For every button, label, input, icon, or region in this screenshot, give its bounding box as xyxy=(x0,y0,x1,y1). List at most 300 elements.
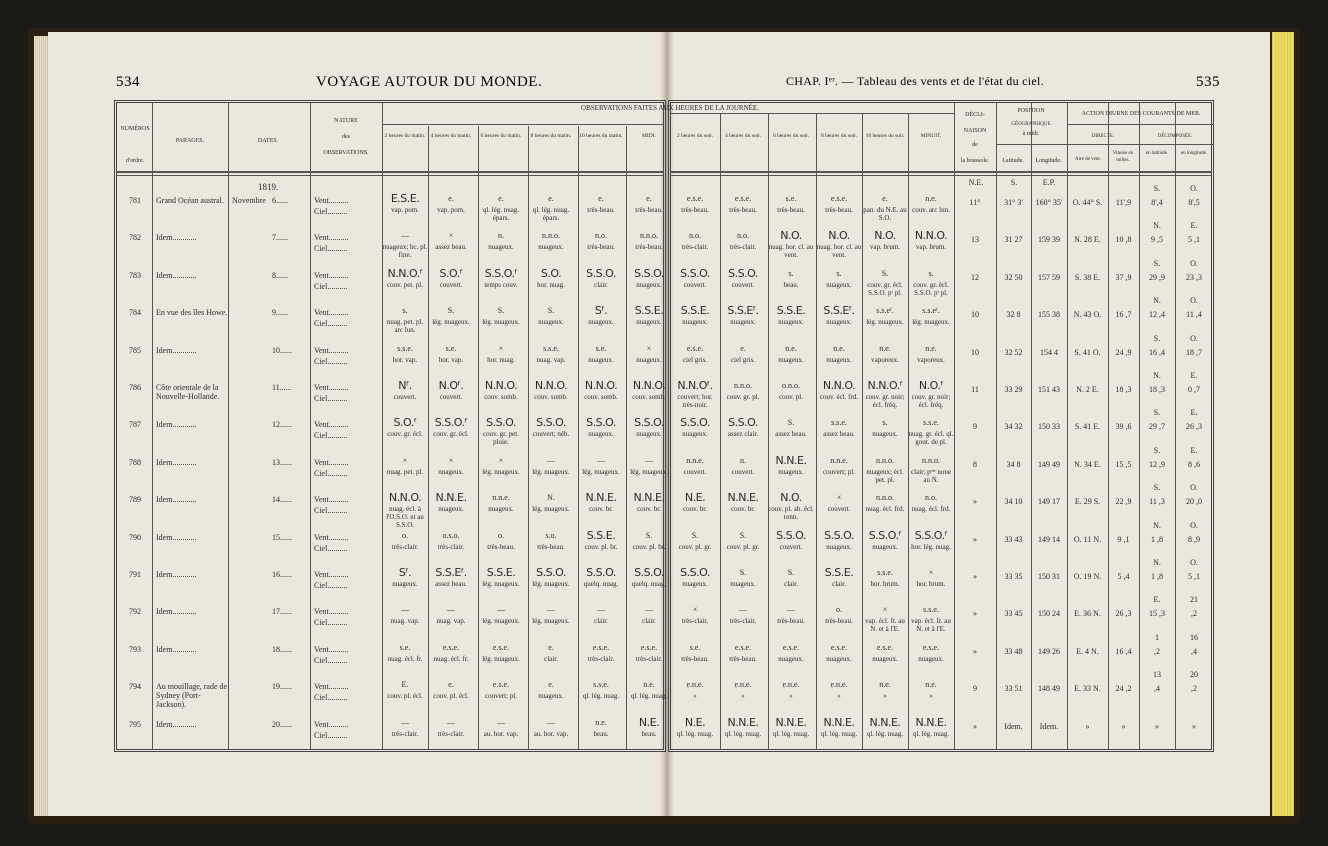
wind-cell: S. xyxy=(691,530,699,540)
sky-cell: vap. écl. fr. au N. et à l'E. xyxy=(911,617,951,634)
decomp-lon-direction: 20 xyxy=(1190,670,1198,680)
decomp-lon-value: 11 ,4 xyxy=(1186,310,1202,320)
decomp-lon-direction: O. xyxy=(1190,296,1198,306)
sky-cell: lég. nuageux. xyxy=(866,318,904,327)
sky-cell: nuageux. xyxy=(392,580,418,588)
sky-cell: nuageux. xyxy=(438,505,464,514)
sky-cell: très-beau. xyxy=(487,542,515,551)
sky-cell: nuageux. xyxy=(826,280,852,289)
latitude-cell: 33 45 xyxy=(1004,609,1023,619)
sky-cell: nuag. écl. fr. xyxy=(387,654,423,663)
row-parages: Idem............ xyxy=(156,495,197,505)
sky-cell: nuageux. xyxy=(538,318,564,327)
wind-cell: e. xyxy=(548,680,554,690)
grid-hline xyxy=(382,124,664,125)
sky-cell: nuag. pet. pl. xyxy=(386,467,424,476)
sky-cell: clair. xyxy=(642,617,656,626)
latitude-cell: 32 50 xyxy=(1004,272,1023,282)
sky-cell: lég. nuageux. xyxy=(532,467,570,476)
wind-cell: s.e. xyxy=(445,343,457,353)
sky-cell: » xyxy=(929,692,933,701)
sky-cell: nuag. vap. xyxy=(436,617,466,626)
decomp-lat-value: 11 ,3 xyxy=(1149,497,1165,507)
col-head-observations: OBSERVATIONS. xyxy=(323,150,369,156)
grid-hline xyxy=(1067,144,1213,145)
sky-cell: couvert. xyxy=(827,505,851,514)
sky-cell: » xyxy=(693,692,697,701)
wind-cell: × xyxy=(498,343,504,353)
aire-de-vent-cell: E. 4 N. xyxy=(1076,646,1099,656)
decomp-lon-value: » xyxy=(1192,721,1196,731)
decomp-lat-value: 9 ,5 xyxy=(1151,235,1163,245)
wind-cell: S.S.E. xyxy=(824,566,854,579)
row-label-ciel: Ciel.......... xyxy=(314,468,348,478)
wind-cell: S.S.E. xyxy=(776,304,806,318)
sky-cell: hor. lég. nuag. xyxy=(911,542,951,551)
wind-cell: n. xyxy=(498,231,504,241)
longitude-cell: Idem. xyxy=(1039,721,1059,731)
wind-cell: s. xyxy=(788,268,794,278)
declinaison-cell: 11 xyxy=(971,385,979,394)
wind-cell: e.s.e. xyxy=(876,642,894,652)
decomp-lat-direction: S. xyxy=(1153,445,1161,455)
row-label-ciel: Ciel.......... xyxy=(314,581,348,590)
declinaison-cell: » xyxy=(973,497,977,507)
vitesse-cell: 22 ,9 xyxy=(1115,497,1132,507)
aire-de-vent-cell: S. 41 O. xyxy=(1074,347,1101,357)
sky-cell: lég. nuageux. xyxy=(482,318,520,327)
wind-cell: N.N.Oᶠ. xyxy=(677,379,713,392)
col-head-des: des xyxy=(342,134,350,140)
wind-cell: S.S.O.ᶠ xyxy=(868,528,902,542)
sky-cell: lég. nuageux. xyxy=(532,505,570,514)
wind-cell: S.O. xyxy=(540,266,562,280)
sky-cell: très-beau. xyxy=(729,206,757,214)
sky-cell: couv. br. xyxy=(683,505,707,514)
col-head-nature: NATURE xyxy=(334,118,358,124)
longitude-cell: 150 24 xyxy=(1038,609,1060,619)
sky-cell: nuag. vap. xyxy=(536,355,566,364)
row-day: 19...... xyxy=(272,682,292,692)
decomp-lat-direction: N. xyxy=(1153,558,1161,567)
col-head-decl-2: NAISON xyxy=(963,128,987,134)
row-label-ciel: Ciel.......... xyxy=(314,543,348,553)
wind-cell: e. xyxy=(740,343,746,353)
sky-cell: très-beau. xyxy=(537,542,565,551)
wind-cell: Sᶠ. xyxy=(594,304,608,318)
col-head-en-latitude: en latitude. xyxy=(1145,151,1169,156)
sky-cell: lég. nuageux. xyxy=(482,654,520,663)
sky-cell: nuageux. xyxy=(872,430,898,439)
sky-cell: très-clair. xyxy=(729,617,757,626)
col-head-decomposee: DÉCOMPOSÉE. xyxy=(1157,134,1193,139)
decomp-lat-direction: S. xyxy=(1153,408,1161,418)
wind-cell: N.N.E. xyxy=(727,715,759,729)
wind-cell: s. xyxy=(882,418,888,428)
wind-cell: — xyxy=(597,605,605,615)
sky-cell: vap. écl. fr. au N. et à l'E. xyxy=(865,617,905,634)
wind-cell: n. xyxy=(740,455,746,465)
sky-cell: nuag. écl. fr. xyxy=(433,654,469,663)
decomp-lon-value: 8',5 xyxy=(1188,198,1200,207)
hour-heading-left: MIDI. xyxy=(642,133,656,139)
sky-cell: ql. lég. nuag. xyxy=(912,729,950,738)
wind-cell: n.n.e. xyxy=(830,455,848,465)
sky-cell: très-clair. xyxy=(437,729,465,738)
sky-cell: nuageux. xyxy=(778,654,804,663)
row-label-ciel: Ciel.......... xyxy=(314,207,348,216)
wind-cell: n.e. xyxy=(925,194,937,203)
wind-cell: S.S.O. xyxy=(486,416,516,430)
decomp-lon-direction: O. xyxy=(1190,184,1198,193)
latitude-cell: 32 52 xyxy=(1004,347,1023,357)
sky-cell: ql. lég. nuag. xyxy=(866,729,904,738)
decomp-lat-value: 12 ,9 xyxy=(1149,459,1165,469)
sky-cell: hor. brum. xyxy=(916,580,946,588)
sky-cell: ql. lég. nuag. xyxy=(820,729,858,738)
wind-cell: × xyxy=(836,493,842,503)
decomp-lat-value: » xyxy=(1155,721,1159,731)
wind-cell: S.S.O. xyxy=(536,416,566,430)
wind-cell: — xyxy=(547,717,555,727)
row-label-vent: Vent.......... xyxy=(314,196,349,205)
sky-cell: hor. vap. xyxy=(438,355,464,364)
declinaison-cell: 10 xyxy=(971,347,979,357)
sky-cell: vap. pom. xyxy=(437,206,465,214)
sky-cell: nuag. hor. cl. au vent. xyxy=(816,243,862,260)
longitude-cell: 159 39 xyxy=(1038,235,1060,245)
wind-cell: S. xyxy=(447,306,455,316)
hour-heading-right: 8 heures du soir. xyxy=(820,133,858,139)
grid-hline xyxy=(996,144,1067,145)
wind-cell: — xyxy=(447,605,455,615)
row-day: 13...... xyxy=(272,457,292,467)
wind-cell: s.s.e. xyxy=(831,418,847,428)
sky-cell: couv. gr. écl. S.S.O. pᵗ pl. xyxy=(867,280,903,297)
decomp-lon-direction: 16 xyxy=(1190,632,1198,642)
sky-cell: couv. arc lun. xyxy=(912,206,950,214)
decomp-lon-direction: E. xyxy=(1190,445,1198,455)
sky-cell: couv. pl. gr. xyxy=(678,542,712,551)
wind-cell: n.e. xyxy=(643,680,655,690)
sky-cell: nuageux. xyxy=(872,654,898,663)
row-label-vent: Vent.......... xyxy=(314,644,349,654)
sky-cell: nuageux. xyxy=(682,580,708,588)
row-number: 789 xyxy=(129,495,141,505)
wind-cell: × xyxy=(646,343,652,353)
row-parages: Au mouillage, rade de Sydney (Port-Jackson). xyxy=(156,682,228,710)
sky-cell: ql. lég. nuag. épars. xyxy=(532,206,570,222)
row-label-vent: Vent.......... xyxy=(314,270,349,280)
row-number: 786 xyxy=(129,383,141,392)
declinaison-cell: » xyxy=(973,646,977,656)
col-head-position: POSITION xyxy=(1017,108,1045,114)
sky-cell: très-beau. xyxy=(587,206,615,214)
decomp-lat-direction: S. xyxy=(1153,184,1161,193)
sky-cell: couvert. xyxy=(439,393,463,401)
sky-cell: nuageux; écl. pet. pl. xyxy=(866,467,904,484)
sky-cell: très-beau. xyxy=(777,206,805,214)
grid-hline xyxy=(670,171,1212,173)
sky-cell: lég. nuageux. xyxy=(630,467,668,476)
sky-cell: ql. lég. nuag. xyxy=(772,729,810,738)
hour-heading-left: 10 heures du matin. xyxy=(579,133,623,139)
row-number: 793 xyxy=(129,644,141,654)
aire-de-vent-cell: N. 34 E. xyxy=(1074,459,1101,469)
row-label-ciel: Ciel.......... xyxy=(314,506,348,516)
wind-cell: S.S.O. xyxy=(776,528,806,542)
sky-cell: ql. lég. nuag. xyxy=(582,692,620,701)
wind-cell: N.N.O. xyxy=(822,379,856,392)
sky-cell: clair; pᵉᵗᵉ noue au N. xyxy=(911,467,951,484)
decomp-lat-direction: N. xyxy=(1153,296,1161,306)
sky-cell: couv. pl. écl. xyxy=(387,692,423,701)
wind-cell: — xyxy=(597,455,605,465)
sky-cell: très-beau. xyxy=(635,206,663,214)
wind-cell: S.S.O. xyxy=(680,566,710,579)
row-label-ciel: Ciel.......... xyxy=(314,394,348,403)
wind-cell: N.N.O. xyxy=(388,491,422,505)
col-head-aire: Aire de vent. xyxy=(1075,157,1101,162)
longitude-cell: 149 17 xyxy=(1038,497,1060,507)
declinaison-cell: 9 xyxy=(973,684,977,694)
row-number: 782 xyxy=(129,233,141,243)
wind-cell: s.e. xyxy=(785,194,797,203)
wind-cell: N.O. xyxy=(780,491,802,505)
sky-cell: nuag. écl. frd. xyxy=(911,505,951,514)
aire-de-vent-cell: O. 44° S. xyxy=(1072,198,1103,207)
longitude-cell: 148 49 xyxy=(1038,684,1060,694)
decomp-lon-value: ,2 xyxy=(1191,609,1197,619)
row-day: 6...... xyxy=(272,196,288,205)
declinaison-cell: 10 xyxy=(971,310,979,320)
sky-cell: très-clair. xyxy=(681,243,709,252)
col-head-longitude: Longitude. xyxy=(1035,158,1062,164)
sky-cell: couvert. xyxy=(779,542,803,551)
hour-heading-right: 4 heures du soir. xyxy=(724,133,762,139)
sky-cell: couv. pl. ab. écl. tonn. xyxy=(768,505,814,522)
wind-cell: Sᶠ. xyxy=(398,566,412,579)
wind-cell: e. xyxy=(882,194,888,203)
wind-cell: × xyxy=(402,455,408,465)
aire-de-vent-cell: N. 43 O. xyxy=(1073,310,1102,320)
wind-cell: N.N.O. xyxy=(632,379,666,392)
wind-cell: n.e. xyxy=(879,680,891,690)
wind-cell: o. xyxy=(402,530,408,540)
row-parages: Grand Océan austral. xyxy=(156,196,224,205)
longitude-cell: 151 43 xyxy=(1038,385,1060,394)
wind-cell: S.S.O. xyxy=(634,566,664,579)
wind-cell: n.n.o. xyxy=(640,231,658,241)
sky-cell: assez beau. xyxy=(435,580,467,588)
hour-heading-left: 8 heures du matin. xyxy=(530,133,572,139)
wind-cell: S.S.E. xyxy=(586,528,616,542)
decomp-lat-value: 29 ,9 xyxy=(1149,272,1165,282)
vitesse-cell: 9 ,1 xyxy=(1117,534,1130,544)
wind-cell: N.O. xyxy=(874,229,896,243)
sky-cell: nuageux; bc. pl. fine. xyxy=(382,243,428,260)
row-number: 787 xyxy=(129,420,141,430)
sky-cell: nuageux. xyxy=(872,542,898,551)
sky-cell: très-beau. xyxy=(825,206,853,214)
sky-cell: nuag. gr. écl. ql. gout. de pl. xyxy=(908,430,954,447)
wind-cell: S.O.ᶠ xyxy=(393,416,417,430)
sky-cell: couvert; pl. xyxy=(485,692,517,701)
wind-cell: s. xyxy=(928,268,934,278)
sky-cell: assez beau. xyxy=(823,430,855,439)
row-label-vent: Vent.......... xyxy=(314,308,349,318)
sky-cell: très-clair. xyxy=(635,654,663,663)
wind-cell: e.s.e. xyxy=(442,642,460,652)
sky-cell: couvert; néb. xyxy=(532,430,570,439)
sky-cell: couv. pet. pl. xyxy=(387,280,423,289)
hour-heading-right: 6 heures du soir. xyxy=(772,133,810,139)
wind-cell: — xyxy=(645,605,653,615)
vitesse-cell: 5 ,4 xyxy=(1117,572,1130,581)
latitude-cell: 31° 3' xyxy=(1004,198,1023,207)
wind-cell: n.e. xyxy=(925,680,937,690)
row-parages: Idem............ xyxy=(156,345,197,355)
sky-cell: très-clair. xyxy=(391,729,419,738)
grid-hline xyxy=(116,175,664,176)
wind-cell: S.S.O. xyxy=(634,416,664,430)
decomp-lon-direction: O. xyxy=(1190,333,1198,343)
row-day: 10...... xyxy=(272,345,292,355)
longitude-cell: 160° 35' xyxy=(1035,198,1063,207)
wind-cell: S.S.O. xyxy=(586,566,616,579)
wind-cell: S. xyxy=(739,568,747,577)
sky-cell: » xyxy=(837,692,841,701)
col-head-parages: PARAGES. xyxy=(175,138,205,144)
wind-cell: N.O.ᶠ xyxy=(918,379,944,392)
vitesse-cell: 15 ,5 xyxy=(1115,459,1132,469)
row-label-vent: Vent.......... xyxy=(314,607,349,617)
row-number: 785 xyxy=(129,345,141,355)
wind-cell: s.s.e. xyxy=(593,680,609,690)
sky-cell: temps couv. xyxy=(484,280,518,289)
left-page-number: 534 xyxy=(116,74,140,90)
sky-cell: nuag. vap. xyxy=(390,617,420,626)
longitude-cell: 149 49 xyxy=(1038,459,1060,469)
sky-cell: nuag. hor. cl. au vent. xyxy=(768,243,814,260)
top-decl: N.E. xyxy=(968,178,984,187)
vitesse-cell: 16 ,7 xyxy=(1115,310,1132,320)
wind-cell: e. xyxy=(548,642,554,652)
hour-heading-right: MINUIT. xyxy=(920,133,942,139)
row-label-vent: Vent.......... xyxy=(314,719,349,729)
top-lat: S. xyxy=(1010,178,1018,187)
sky-cell: nuageux. xyxy=(826,654,852,663)
row-month: Novembre xyxy=(232,196,266,205)
sky-cell: hor. vap. xyxy=(392,355,418,364)
sky-cell: nuageux. xyxy=(730,580,756,588)
decomp-lon-direction: E. xyxy=(1190,221,1198,231)
grid-hline xyxy=(670,113,954,114)
wind-cell: o.n.o. xyxy=(782,381,800,390)
hour-heading-left: 4 heures du matin. xyxy=(430,133,472,139)
longitude-cell: 149 26 xyxy=(1038,646,1060,656)
sky-cell: clair. xyxy=(832,580,846,588)
wind-cell: — xyxy=(547,455,555,465)
sky-cell: ql. lég. nuag. xyxy=(724,729,762,738)
row-parages: Idem............ xyxy=(156,570,197,579)
sky-cell: vaporeux. xyxy=(917,355,945,364)
decomp-lon-direction: E. xyxy=(1190,408,1198,418)
wind-cell: N.O. xyxy=(780,229,802,243)
sky-cell: beau. xyxy=(593,729,609,738)
wind-cell: S. xyxy=(787,418,795,428)
row-number: 788 xyxy=(129,457,141,467)
wind-cell: × xyxy=(498,455,504,465)
sky-cell: nuageux. xyxy=(588,430,614,439)
col-head-ordre: d'ordre. xyxy=(125,158,145,164)
decomp-lon-direction: O. xyxy=(1190,520,1198,530)
wind-cell: S.S.E. xyxy=(634,304,664,318)
row-parages: Idem............ xyxy=(156,719,197,729)
wind-cell: N.E. xyxy=(684,715,706,729)
sky-cell: très-clair. xyxy=(437,542,465,551)
wind-cell: N.N.E. xyxy=(823,715,855,729)
sky-cell: couv. pl. br. xyxy=(584,542,618,551)
longitude-cell: 150 31 xyxy=(1038,572,1060,581)
sky-cell: couvert. xyxy=(731,467,755,476)
wind-cell: n.e. xyxy=(925,343,937,353)
row-parages: Idem............ xyxy=(156,644,197,654)
sky-cell: nuageux. xyxy=(778,318,804,327)
grid-hline xyxy=(1067,124,1213,125)
wind-cell: S.S.O. xyxy=(634,266,664,280)
decomp-lat-value: ,4 xyxy=(1154,684,1160,694)
wind-cell: e. xyxy=(646,194,652,203)
top-lon: E.P. xyxy=(1042,178,1056,187)
wind-cell: N.N.E. xyxy=(775,453,807,467)
wind-cell: n.n.e. xyxy=(686,455,704,465)
sky-cell: couvert; hor. très-noir. xyxy=(677,393,713,409)
row-label-vent: Vent.......... xyxy=(314,420,349,430)
sky-cell: couv. gr. noir; écl. fréq. xyxy=(865,393,905,409)
sky-cell: couv. somb. xyxy=(534,393,568,401)
col-head-directe: DIRECTE. xyxy=(1091,134,1115,139)
sky-cell: nuageux. xyxy=(438,467,464,476)
sky-cell: nuageux. xyxy=(636,355,662,364)
wind-cell: — xyxy=(447,717,455,727)
wind-cell: s. xyxy=(836,268,842,278)
decomp-lon-value: 0 ,7 xyxy=(1188,385,1200,394)
row-number: 781 xyxy=(129,196,141,205)
row-day: 17...... xyxy=(272,607,292,617)
row-parages: Idem............ xyxy=(156,457,197,467)
declinaison-cell: 8 xyxy=(973,459,977,469)
sky-cell: » xyxy=(741,692,745,701)
wind-cell: s.e. xyxy=(399,642,411,652)
sky-cell: très-clair. xyxy=(729,243,757,252)
wind-cell: e.s.e. xyxy=(686,194,704,203)
wind-cell: — xyxy=(401,717,409,727)
wind-cell: s.e. xyxy=(595,343,607,353)
decomp-lat-direction: E. xyxy=(1153,595,1161,605)
declinaison-cell: 13 xyxy=(971,235,979,245)
wind-cell: × xyxy=(692,605,698,615)
wind-cell: S. xyxy=(497,306,505,316)
decomp-lon-value: 18 ,7 xyxy=(1186,347,1202,357)
sky-cell: couv. gr. pet. pluie. xyxy=(483,430,519,447)
wind-cell: N.N.O.ᶠ xyxy=(867,379,903,392)
sky-cell: couv. gr. noir; écl. fréq. xyxy=(911,393,951,409)
vitesse-cell: 24 ,9 xyxy=(1115,347,1132,357)
wind-cell: e.s.e. xyxy=(492,680,510,690)
hour-heading-right: 10 heures du soir. xyxy=(865,133,905,139)
row-parages: Idem............ xyxy=(156,607,197,617)
